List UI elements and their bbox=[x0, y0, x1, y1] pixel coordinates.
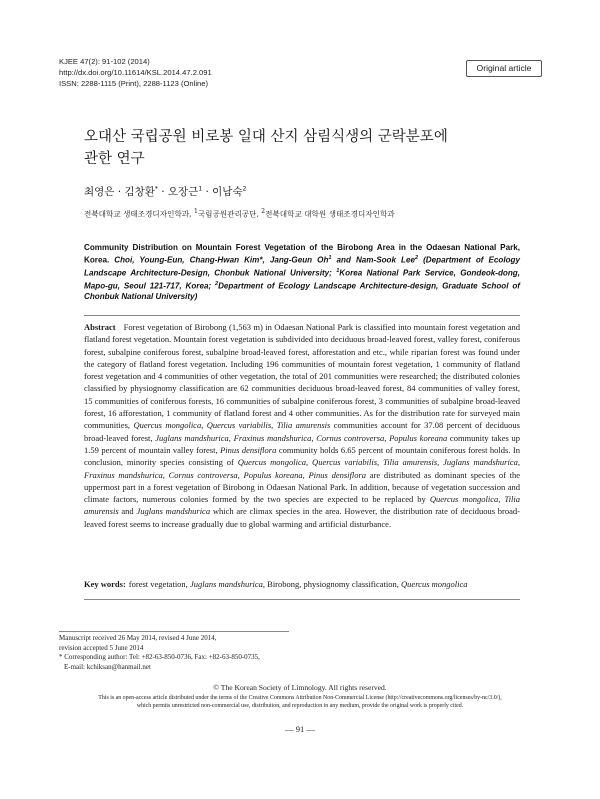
korean-affiliations bbox=[84, 208, 395, 220]
english-authors-tail: and Nam-Sook Lee bbox=[331, 255, 415, 265]
english-authors: Choi, Young-Eun, Chang-Hwan Kim*, Jang-Geun Oh bbox=[114, 255, 329, 265]
footnote-received: Manuscript received 26 May 2014, revised 4 June 2014, bbox=[59, 634, 217, 642]
abstract-text-6: and bbox=[118, 506, 137, 517]
keyword-species-2: Quercus mongolica bbox=[401, 579, 468, 589]
keywords bbox=[84, 578, 520, 590]
license-line-2: which permits unrestricted non-commercial use, distribution, and reproduction in any medium, provide the original work is properly cited. bbox=[136, 703, 464, 710]
license-line-1: This is an open-access article distributed under the terms of the Creative Commons Attribution Non-Commercial License (http://creativecommons.org/licenses/by-nc/3.0/), bbox=[98, 695, 502, 701]
abstract-species-1: Quercus mongolica, Quercus variabilis, Tilia amurensis bbox=[133, 420, 331, 431]
journal-header bbox=[59, 56, 212, 89]
abstract-text-5: are distributed as dominant species of the uppermost part in a forest vegetation of Birobong in Odaesan National Park. In addition, because of vegetation succession and climate factors, numerous colonies formed by the two species are expected to be replaced by bbox=[84, 469, 521, 505]
divider-bottom bbox=[84, 599, 520, 600]
page-number: — 91 — bbox=[285, 724, 315, 734]
english-title-block bbox=[84, 242, 520, 303]
divider-top bbox=[84, 315, 520, 316]
abstract-text-2: communities account for 37.08 percent of deciduous broad-leaved forest, bbox=[84, 420, 520, 443]
journal-citation: KJEE 47(2): 91-102 (2014) bbox=[59, 57, 150, 66]
english-affiliation-2: Korea National Park Service, Gondeok-dong, Mapo-gu, Seoul 121-717, Korea; bbox=[84, 268, 520, 291]
abstract-text-3: community takes up 1.59 percent of mountain valley forest, bbox=[84, 432, 521, 455]
english-affiliation-mark-1: 1 bbox=[336, 267, 340, 274]
abstract-species-2: Juglans mandshurica, Fraxinus mandshurica, Cornus controversa, Populus koreana bbox=[155, 432, 448, 443]
abstract-text-4: community holds 6.65 percent of mountain coniferous forest holds. In conclusion, minority species consisting of bbox=[84, 444, 520, 468]
keyword-text-2: , Birobong, physiognomy classification, bbox=[262, 579, 402, 589]
korean-title bbox=[84, 126, 524, 170]
author-1-mark: * bbox=[154, 185, 158, 193]
affiliation-3-mark: 2 bbox=[261, 208, 266, 215]
english-author-mark-2: 2 bbox=[414, 255, 419, 262]
abstract-text-7: which are climax species in the area. However, the distribution rate of deciduous broad-leaved forest seems to increase gradually due to global warming and artificial disturbance. bbox=[84, 506, 520, 529]
korean-title-line1: 오대산 국립공원 비로봉 일대 산지 삼림식생의 군락분포에 bbox=[84, 129, 448, 145]
korean-title-line2: 관한 연구 bbox=[84, 151, 145, 167]
author-3: · 이남숙 bbox=[202, 186, 243, 198]
abstract-species-6: Juglans mandshurica bbox=[136, 506, 211, 517]
keyword-text-1: forest vegetation, bbox=[128, 579, 190, 589]
abstract-species-3: Pinus densiflora bbox=[220, 444, 277, 455]
affiliation-3: 전북대학교 대학원 생태조경디자인학과 bbox=[265, 209, 395, 219]
license-notice bbox=[50, 694, 550, 711]
affiliation-1: 전북대학교 생태조경디자인학과, bbox=[84, 209, 194, 219]
english-affiliation-3: Department of Ecology Landscape Architecture-design, Graduate School of Chonbuk National University) bbox=[84, 281, 520, 302]
footnote-accepted: revision accepted 5 June 2014 bbox=[59, 643, 144, 652]
abstract bbox=[84, 321, 520, 530]
article-type-badge: Original article bbox=[466, 60, 542, 77]
korean-authors bbox=[84, 184, 246, 199]
affiliation-2: 국립공원관리공단, bbox=[197, 209, 262, 219]
abstract-species-5: Quercus mongolica, Tilia amurensis bbox=[84, 494, 520, 517]
english-affiliation-mark-2: 2 bbox=[215, 280, 219, 287]
abstract-species-4: Quercus mongolica, Quercus variabilis, Tilia amurensis, Juglans mandshurica, Fraxinus mandshurica, Cornus controversa, Populus koreana, Pinus densiflora bbox=[84, 457, 520, 480]
english-title: Community Distribution on Mountain Forest Vegetation of the Birobong Area in the Odaesan National Park, Korea. bbox=[84, 243, 520, 265]
keyword-species-1: Juglans mandshurica bbox=[189, 579, 263, 589]
footnotes bbox=[59, 634, 359, 672]
issn-line: ISSN: 2288-1115 (Print), 2288-1123 (Online) bbox=[59, 79, 209, 88]
author-1: 최영은 · 김창환 bbox=[84, 186, 155, 198]
copyright-notice: © The Korean Society of Limnology. All rights reserved. bbox=[213, 683, 387, 692]
author-2-mark: 1 bbox=[198, 185, 203, 193]
affiliation-2-mark: 1 bbox=[193, 208, 198, 215]
abstract-label: Abstract bbox=[84, 322, 116, 332]
english-affiliation-1: (Department of Ecology Landscape Architecture-Design, Chonbuk National University; bbox=[84, 255, 521, 278]
keywords-label: Key words: bbox=[84, 579, 126, 589]
abstract-text-1: Forest vegetation of Birobong (1,563 m) in Odaesan National Park is classified into mountain forest vegetation and flatland forest vegetation. Mountain forest vegetation is subdivided into deciduous broad-leaved forest, valley forest, coniferous forest, subalpine coniferous forest, subalpine broad-leaved forest, afforestation and etc., while riparian forest was found under the category of flatland forest vegetation. Including 196 communities of mountain forest vegetation, 1 community of flatland forest vegetation and 4 communities of other vegetation, the total of 201 communities were researched; the distributed colonies classified by physiognomy classification are 62 communities deciduous broad-leaved forest, 84 communities of valley forest, 15 communities of coniferous forests, 16 communities of subalpine coniferous forest, 3 communities of subalpine broad-leaved forest, 16 afforestation, 1 community of flatland forest and 4 other communities. As for the distribution rate for surveyed main communities, bbox=[84, 322, 520, 431]
footnote-corresponding: * Corresponding author: Tel: +82-63-850-0736, Fax: +82-63-850-0735, bbox=[59, 653, 260, 661]
footnote-divider bbox=[59, 631, 289, 632]
doi-link[interactable]: http://dx.doi.org/10.11614/KSL.2014.47.2.091 bbox=[59, 68, 212, 77]
author-2: · 오장근 bbox=[157, 186, 199, 198]
author-3-mark: 2 bbox=[242, 185, 247, 193]
footnote-email[interactable]: E-mail: kchiksan@hanmail.net bbox=[64, 662, 151, 671]
english-author-mark-1: 1 bbox=[328, 255, 332, 262]
